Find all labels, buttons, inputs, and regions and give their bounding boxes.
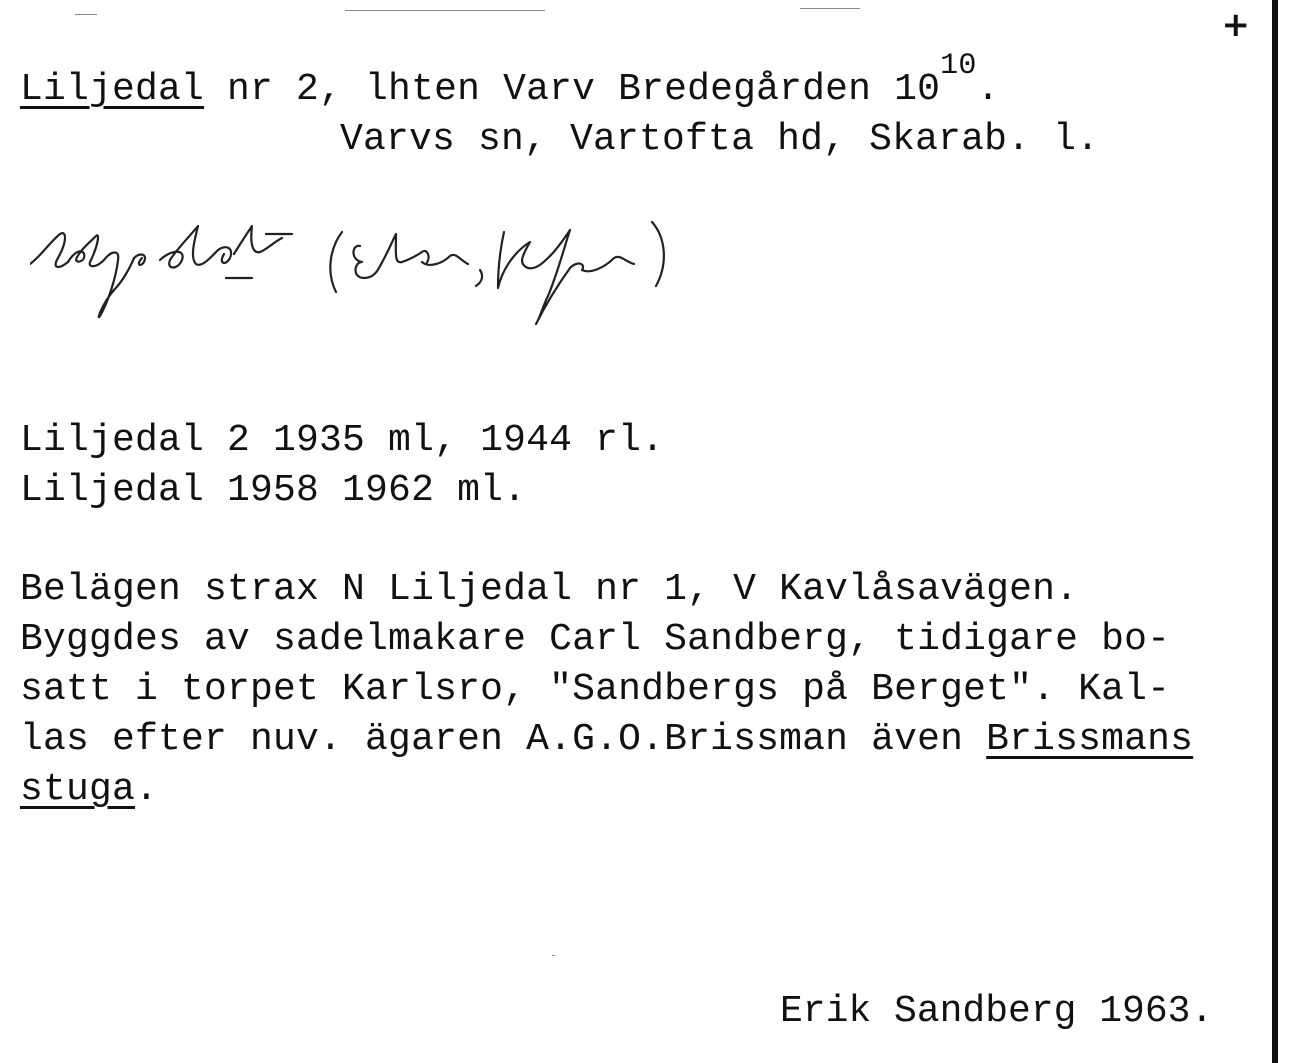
description-line-4: [20, 714, 1193, 766]
place-name: Liljedal: [20, 68, 205, 111]
description-line-5-end: .: [135, 768, 159, 811]
description-line-4-text: las efter nuv. ägaren A.G.O.Brissman även: [20, 718, 987, 761]
map-reference-2: Liljedal 1958 1962 ml.: [20, 469, 527, 512]
handwritten-note: [30, 212, 680, 332]
header-line-2: Varvs sn, Vartofta hd, Skarab. l.: [340, 118, 1100, 161]
scan-speck: [552, 955, 555, 956]
scan-speck: [800, 8, 860, 9]
alt-name-part-1: Brissmans: [986, 718, 1194, 761]
corner-mark: +: [1221, 5, 1250, 45]
card-edge-line: [1272, 0, 1278, 1063]
header-details: nr 2, lhten Varv Bredegården 10: [204, 68, 941, 111]
description-line-5: [20, 764, 158, 816]
description-line-1: Belägen strax N Liljedal nr 1, V Kavlåsavägen.: [20, 568, 1079, 611]
description-line-2: Byggdes av sadelmakare Carl Sandberg, tidigare bo-: [20, 618, 1171, 661]
map-reference-1: Liljedal 2 1935 ml, 1944 rl.: [20, 419, 665, 462]
scan-speck: [75, 14, 97, 15]
header-superscript: 10: [940, 49, 977, 83]
header-line-end: .: [976, 68, 1000, 111]
scan-speck: [345, 10, 545, 11]
description-line-3: satt i torpet Karlsro, "Sandbergs på Berget". Kal-: [20, 668, 1171, 711]
signature: Erik Sandberg 1963.: [780, 990, 1214, 1033]
header-line-1: [20, 49, 1000, 118]
alt-name-part-2: stuga: [20, 768, 136, 811]
